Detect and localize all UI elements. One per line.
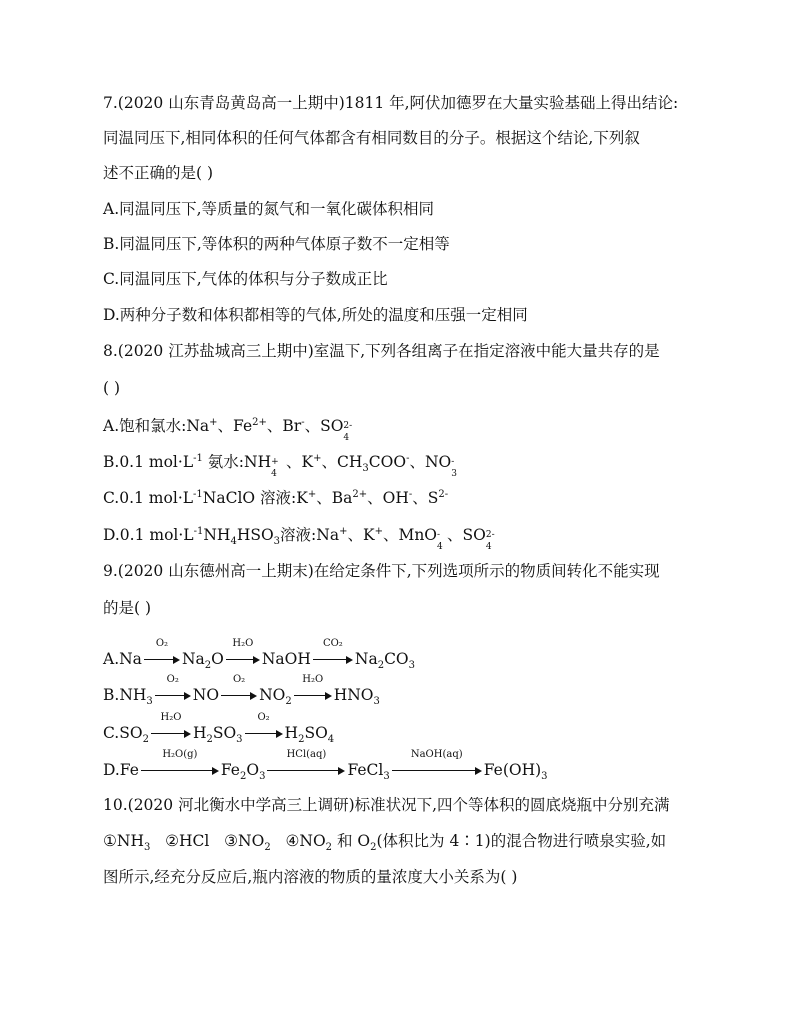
reaction-arrow: O₂ — [245, 724, 283, 738]
q8-option-d: D.0.1 $mol\cdot L^{-1}NH_4HSO_3$溶液:Na+、K+、MnO - 4 、SO 2- 4 — [103, 525, 495, 552]
reaction-arrow: O₂ — [155, 686, 191, 700]
reaction-arrow: H₂O — [226, 650, 260, 664]
q10-stem-line-2: $①NH_3$ ②HCl $③NO_2$ $④NO_2$ 和 $O_2$(体积比为 4∶1)的混合物进行喷泉实验,如 — [103, 832, 667, 854]
reaction-arrow: H₂O(g) — [141, 761, 219, 775]
q10-stem-line-1: 10.(2020 河北衡水中学高三上调研)标准状况下,四个等体积的圆底烧瓶中分别充满 — [103, 796, 670, 814]
reaction-arrow: NaOH(aq) — [392, 761, 482, 775]
q7-stem-line-2: 同温同压下,相同体积的任何气体都含有相同数目的分子。根据这个结论,下列叙 — [103, 129, 640, 147]
reaction-arrow: O₂ — [221, 686, 257, 700]
q7-stem-line-1: 7.(2020 山东青岛黄岛高一上期中)1811 年,阿伏加德罗在大量实验基础上得出结论: — [103, 94, 679, 112]
q7-option-a: A.同温同压下,等质量的氮气和一氧化碳体积相同 — [103, 200, 435, 218]
reaction-arrow: H₂O — [294, 686, 332, 700]
q9-stem-line-1: 9.(2020 山东德州高一上期末)在给定条件下,下列选项所示的物质间转化不能实现 — [103, 562, 660, 580]
q8-option-c: C.0.1 $mol\cdot L^{-1}NaClO$ 溶液:K+、$Ba^{2+}$、OH-、$S^{2-}$ — [103, 488, 449, 507]
q8-option-b: B.0.1 $mol\cdot L^{-1}$ 氨水:NH + 4 、K+、$CH_3COO^-$、NO - 3 — [103, 452, 457, 479]
q9-option-d: D.Fe H₂O(g) $Fe_2O_3$ HCl(aq) FeCl$_3$ NaOH(aq) $Fe(OH)_3$ — [103, 749, 548, 783]
q7-option-c: C.同温同压下,气体的体积与分子数成正比 — [103, 270, 388, 288]
reaction-arrow: O₂ — [144, 650, 180, 664]
reaction-arrow: HCl(aq) — [267, 761, 345, 775]
q7-option-b: B.同温同压下,等体积的两种气体原子数不一定相等 — [103, 235, 450, 253]
reaction-arrow: CO₂ — [313, 650, 353, 664]
q9-option-c: $C.SO_2$ H₂O $H_2SO_3$ O₂ $H_2SO_4$ — [103, 712, 335, 746]
reaction-arrow: H₂O — [151, 724, 191, 738]
q9-stem-line-2: 的是( ) — [103, 599, 152, 617]
q9-option-b: $B.NH_3$ O₂ NO O₂ $NO_2$ H₂O $HNO_3$ — [103, 674, 380, 708]
q7-stem-line-3: 述不正确的是( ) — [103, 164, 214, 182]
q8-stem-line-1: 8.(2020 江苏盐城高三上期中)室温下,下列各组离子在指定溶液中能大量共存的是 — [103, 342, 660, 360]
q9-option-a: A.Na O₂ $Na_2O$ H₂O NaOH CO₂ $Na_2CO_3$ — [103, 638, 416, 672]
q8-stem-line-2: ( ) — [103, 379, 121, 397]
q10-stem-line-3: 图所示,经充分反应后,瓶内溶液的物质的量浓度大小关系为( ) — [103, 868, 518, 886]
q7-option-d: D.两种分子数和体积都相等的气体,所处的温度和压强一定相同 — [103, 306, 528, 324]
q8-option-a: A.饱和氯水:Na+、$Fe^{2+}$、Br-、SO 2- 4 — [103, 416, 353, 443]
